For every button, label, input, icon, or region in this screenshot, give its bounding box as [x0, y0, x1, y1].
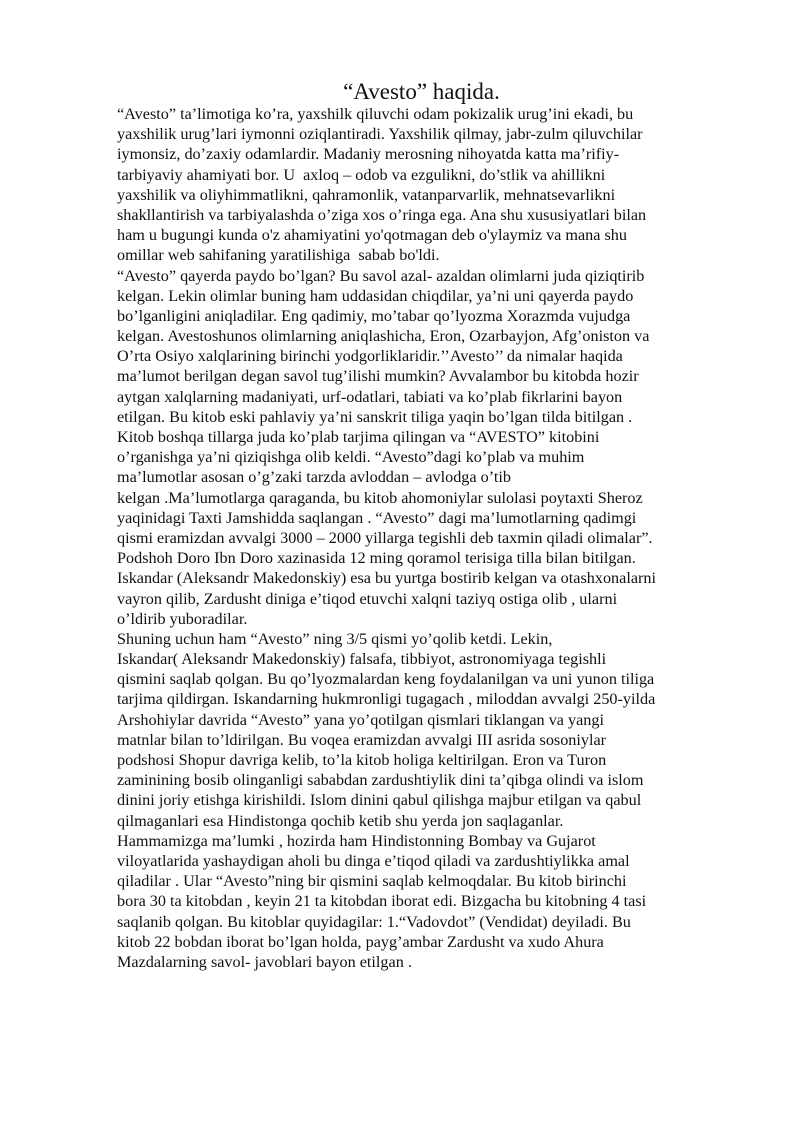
body-text-line: O’rta Osiyo xalqlarining birinchi yodgorliklaridir.’’Avesto’’ da nimalar haqida: [117, 347, 623, 366]
body-text-line: iymonsiz, do’zaxiy odamlardir. Madaniy merosning nihoyatda katta ma’rifiy-: [117, 145, 620, 164]
body-text-line: Iskandar( Aleksandr Makedonskiy) falsafa, tibbiyot, astronomiyaga tegishli: [117, 650, 607, 669]
body-text-line: o’ldirib yuboradilar.: [117, 609, 248, 628]
body-text-line: yaxshilik va oliyhimmatlikni, qahramonlik, vatanparvarlik, mehnatsevarlikni: [117, 185, 616, 204]
document-body: [117, 104, 757, 972]
body-text-line: kelgan. Lekin olimlar buning ham uddasidan chiqdilar, ya’ni uni qayerda paydo: [117, 286, 634, 305]
body-text-line: ma’lumotlar asosan o’g’zaki tarzda avloddan – avlodga o’tib: [117, 468, 511, 487]
body-text-line: vayron qilib, Zardusht diniga e’tiqod etuvchi xalqni taziyq ostiga olib , ularni: [117, 589, 618, 608]
body-text-line: ham u bugungi kunda o'z ahamiyatini yo'qotmagan deb o'ylaymiz va mana shu: [117, 226, 627, 245]
body-text-line: yaqinidagi Taxti Jamshidda saqlangan . “Avesto” dagi ma’lumotlarning qadimgi: [117, 508, 637, 527]
body-text-line: Arshohiylar davrida “Avesto” yana yo’qotilgan qismlari tiklangan va yangi: [117, 710, 604, 729]
body-text-line: viloyatlarida yashaydigan aholi bu dinga e’tiqod qiladi va zardushtiylikka amal: [117, 851, 630, 870]
body-text-line: ma’lumot berilgan degan savol tug’ilishi mumkin? Avvalambor bu kitobda hozir: [117, 367, 639, 386]
document-title: “Avesto” haqida.: [343, 79, 500, 104]
body-text-line: Iskandar (Aleksandr Makedonskiy) esa bu yurtga bostirib kelgan va otashxonalarni: [117, 569, 656, 588]
body-text-line: “Avesto” qayerda paydo bo’lgan? Bu savol azal- azaldan olimlarni juda qiziqtirib: [117, 266, 645, 285]
body-text-line: podshosi Shopur davriga kelib, to’la kitob holiga keltirilgan. Eron va Turon: [117, 751, 607, 769]
body-text-line: kelgan .Ma’lumotlarga qaraganda, bu kitob ahomoniylar sulolasi poytaxti Sheroz: [117, 488, 643, 507]
body-text-line: etilgan. Bu kitob eski pahlaviy ya’ni sanskrit tiliga yaqin bo’lgan tilda bitilgan .: [117, 407, 633, 426]
body-text-line: tarbiyaviy ahamiyati bor. U axloq – odob va ezgulikni, do’stlik va ahillikni: [117, 165, 606, 184]
body-text-line: matnlar bilan to’ldirilgan. Bu voqea eramizdan avvalgi III asrida sosoniylar: [117, 730, 607, 749]
body-text-line: o’rganishga ya’ni qiziqishga olib keldi. “Avesto”dagi ko’plab va muhim: [117, 448, 585, 467]
body-text-line: dinini joriy etishga kirishildi. Islom dinini qabul qilishga majbur etilgan va qabul: [117, 791, 642, 810]
body-text-line: Kitob boshqa tillarga juda ko’plab tarjima qilingan va “AVESTO” kitobini: [117, 428, 600, 446]
body-text-line: kelgan. Avestoshunos olimlarning aniqlashicha, Eron, Ozarbayjon, Afg’oniston va: [117, 327, 650, 346]
body-text-line: Mazdalarning savol- javoblari bayon etilgan .: [117, 952, 412, 971]
body-text-line: omillar web sahifaning yaratilishiga sabab bo'ldi.: [117, 246, 440, 265]
body-text-line: shakllantirish va tarbiyalashda o’ziga xos o’ringa ega. Ana shu xususiyatlari bilan: [117, 205, 647, 224]
body-text-line: qismini saqlab qolgan. Bu qo’lyozmalardan keng foydalanilgan va uni yunon tiliga: [117, 670, 655, 689]
body-text-line: bora 30 ta kitobdan , keyin 21 ta kitobdan iborat edi. Bizgacha bu kitobning 4 tasi: [117, 892, 647, 911]
body-text-line: Podshoh Doro Ibn Doro xazinasida 12 ming qoramol terisiga tilla bilan bitilgan.: [117, 549, 636, 568]
body-text-line: “Avesto” ta’limotiga ko’ra, yaxshilk qiluvchi odam pokizalik urug’ini ekadi, bu: [117, 105, 634, 123]
body-text-line: qiladilar . Ular “Avesto”ning bir qismini saqlab kelmoqdalar. Bu kitob birinchi: [117, 872, 627, 891]
body-text-line: qilmaganlari esa Hindistonga qochib ketib shu yerda jon saqlaganlar.: [117, 811, 564, 830]
body-text-line: Shuning uchun ham “Avesto” ning 3/5 qismi yo’qolib ketdi. Lekin,: [117, 629, 553, 648]
body-text-line: zaminining bosib olinganligi sababdan zardushtiylik dini ta’qibga olindi va islom: [117, 771, 644, 790]
body-text-line: Hammamizga ma’lumki , hozirda ham Hindistonning Bombay va Gujarot: [117, 831, 596, 850]
body-text-line: kitob 22 bobdan iborat bo’lgan holda, payg’ambar Zardusht va xudo Ahura: [117, 932, 604, 951]
body-text-line: qismi eramizdan avvalgi 3000 – 2000 yillarga tegishli deb taxmin qiladi olimalar”.: [117, 528, 653, 547]
body-text-line: aytgan xalqlarning madaniyati, urf-odatlari, tabiati va ko’plab fikrlarini bayon: [117, 387, 623, 406]
body-text-line: saqlanib qolgan. Bu kitoblar quyidagilar: 1.“Vadovdot” (Vendidat) deyiladi. Bu: [117, 912, 631, 931]
body-text-line: tarjima qildirgan. Iskandarning hukmronligi tugagach , miloddan avvalgi 250-yilda: [117, 690, 656, 709]
body-text-line: bo’lganligini aniqladilar. Eng qadimiy, mo’tabar qo’lyozma Xorazmda vujudga: [117, 306, 631, 325]
body-text-line: yaxshilik urug’lari iymonni oziqlantiradi. Yaxshilik qilmay, jabr-zulm qiluvchilar: [117, 125, 643, 144]
